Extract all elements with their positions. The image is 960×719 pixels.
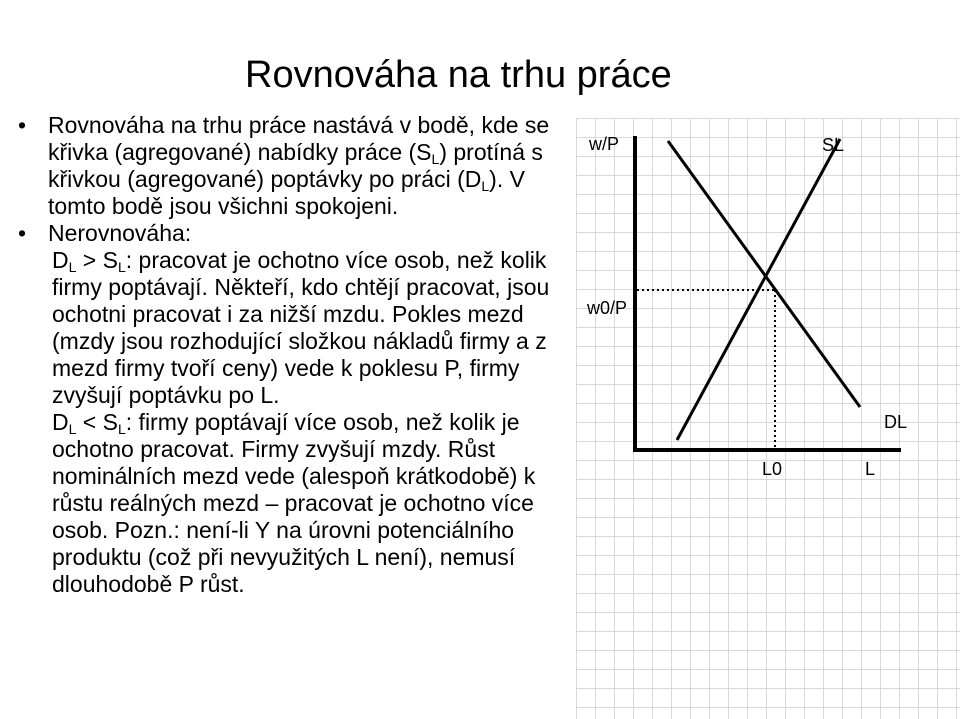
subscript: L [481, 178, 490, 194]
comparison-text: < S [76, 409, 118, 435]
equilibrium-text-2: ) protíná s křivkou (agregované) poptávky po práci (D [48, 139, 543, 192]
bullet-dot: • [18, 220, 27, 246]
labor-market-svg [576, 118, 960, 719]
disequilibrium-surplus-text [48, 247, 578, 409]
surplus-explanation: : pracovat je ochotno více osob, než kolik firmy poptávají. Někteří, kdo chtějí pracovat, jsou ochotni pracovat i za nižší mzdu. Pokles mezd (mzdy jsou rozhodující složkou nákladů firmy a z mezd firmy tvoří ceny) vede k poklesu P, firmy zvyšují poptávku po L. [52, 247, 550, 408]
bullet-equilibrium [18, 112, 578, 220]
subscript: L [117, 421, 126, 437]
equilibrium-labor-label: L0 [762, 459, 783, 479]
dl-symbol: D [52, 409, 69, 435]
bullet-dot: • [18, 112, 27, 138]
y-axis-label: w/P [589, 134, 620, 154]
labor-market-diagram [576, 118, 960, 719]
supply-curve-label: SL [822, 135, 845, 155]
demand-curve-label: DL [884, 412, 908, 432]
disequilibrium-heading: Nerovnováha: [48, 220, 192, 246]
subscript: L [68, 259, 77, 275]
bullet-list [18, 112, 578, 598]
slide-title: Rovnováha na trhu práce [245, 54, 672, 96]
subscript: L [68, 421, 77, 437]
subscript: L [431, 151, 440, 167]
x-axis-label: L [865, 459, 876, 479]
subscript: L [117, 259, 126, 275]
disequilibrium-shortage-text [48, 409, 578, 598]
bullet-disequilibrium [18, 220, 578, 598]
comparison-text: > S [76, 247, 118, 273]
shortage-explanation: : firmy poptávají více osob, než kolik je ochotno pracovat. Firmy zvyšují mzdy. Růst nominálních mezd vede (alespoň krátkodobě) k růstu reálných mezd – pracovat je ochotno více osob. Pozn.: není-li Y na úrovni potenciálního produktu (což při nevyužitých L není), nemusí dlouhodobě P růst. [52, 409, 536, 597]
equilibrium-text-1: Rovnováha na trhu práce nastává v bodě, kde se křivka (agregované) nabídky práce (S [48, 112, 550, 165]
dl-symbol: D [52, 247, 69, 273]
equilibrium-wage-label: w0/P [587, 298, 628, 318]
equilibrium-text-3: ). V tomto bodě jsou všichni spokojeni. [48, 166, 525, 219]
demand-curve [668, 141, 860, 407]
